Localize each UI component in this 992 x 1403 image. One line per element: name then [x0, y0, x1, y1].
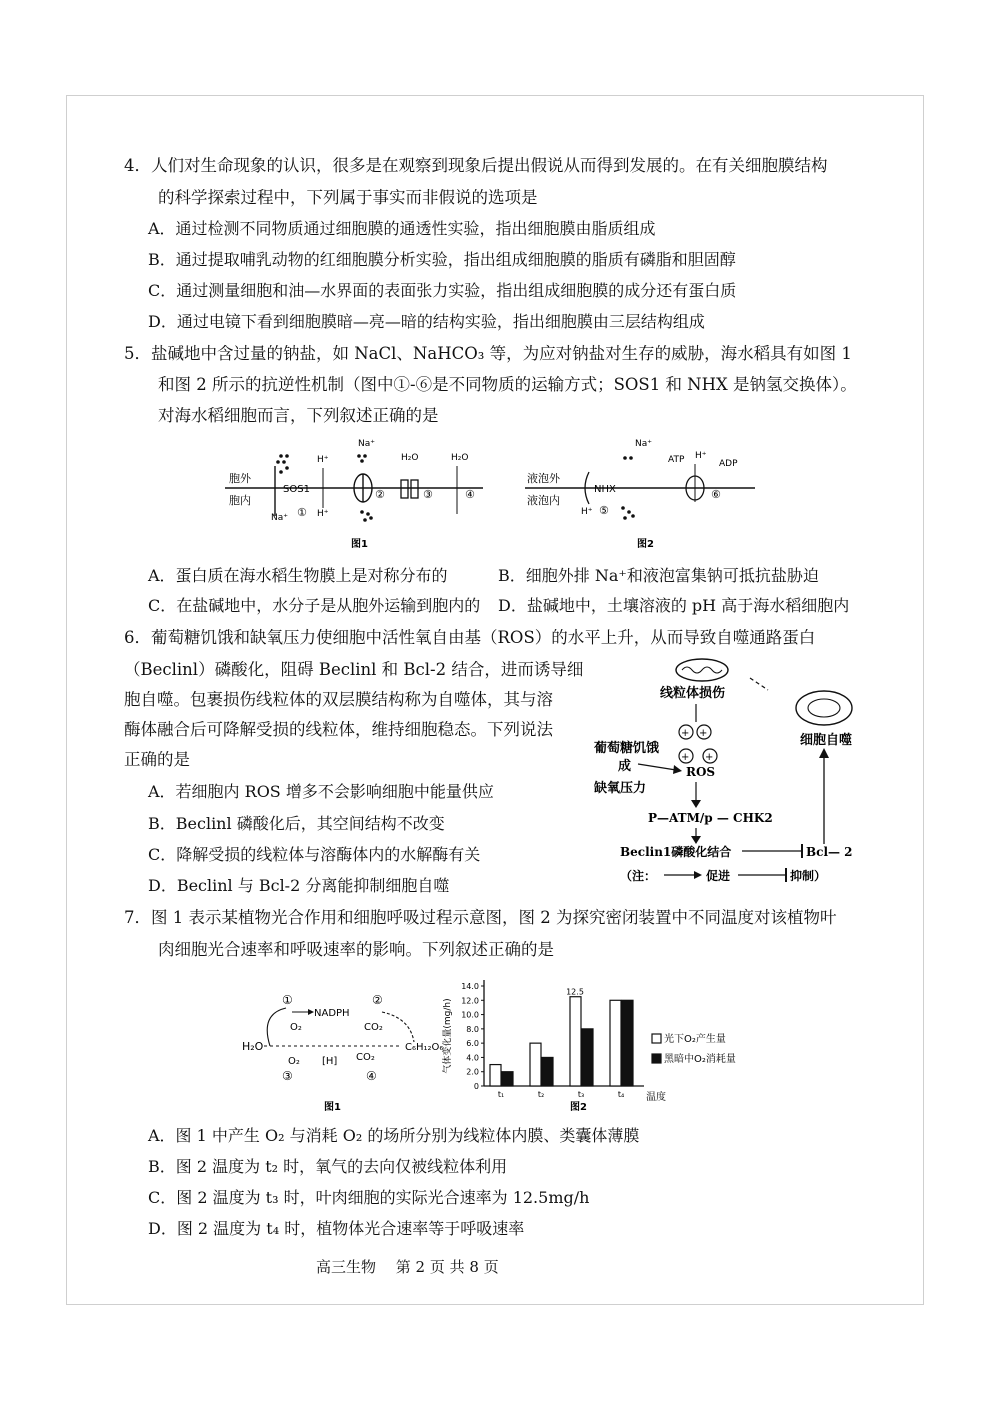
- q7-fig1-num2: ②: [372, 993, 383, 1007]
- x-tick-label: t₄: [617, 1090, 625, 1099]
- fig2-num6: ⑥: [711, 488, 721, 501]
- x-tick-label: t₂: [537, 1090, 545, 1099]
- page-footer: 高三生物 第 2 页 共 8 页: [316, 1258, 499, 1276]
- q6-stem-line5: 正确的是: [124, 750, 190, 769]
- fig1-caption: 图1: [351, 539, 368, 550]
- fig1-h2o-label-b: H₂O: [451, 453, 469, 463]
- chart-caption: 图2: [570, 1102, 587, 1113]
- fig1-num1: ①: [297, 506, 307, 519]
- bar-dark-o2-consumption: [582, 1029, 593, 1086]
- fig2-outside-label: 液泡外: [527, 472, 560, 485]
- q7-fig1-num3: ③: [282, 1069, 293, 1083]
- fig1-num3: ③: [423, 488, 433, 501]
- bar-dark-o2-consumption: [542, 1057, 553, 1086]
- fig2-atp-label: ATP: [668, 455, 685, 465]
- legend-label-light: 光下O₂产生量: [664, 1034, 726, 1045]
- legend-swatch-light: [652, 1034, 661, 1043]
- q7-fig1-h: [H]: [322, 1056, 338, 1067]
- bar-light-o2-production: [610, 1000, 621, 1086]
- q7-figure1: [240, 988, 450, 1118]
- q6-note-prefix: （注：: [620, 869, 657, 883]
- q4-stem-line1: 4．人们对生命现象的认识，很多是在观察到现象后提出假说从而得到发展的。在有关细胞膜结构: [124, 156, 828, 175]
- q5-stem-line3: 对海水稻细胞而言，下列叙述正确的是: [158, 406, 439, 425]
- q5-stem-line1: 5．盐碱地中含过量的钠盐，如 NaCl、NaHCO₃ 等，为应对钠盐对生存的威胁，海水稻具有如图 1: [124, 344, 852, 363]
- x-axis-label: 温度: [646, 1092, 666, 1103]
- q7-fig1-num1: ①: [282, 993, 293, 1007]
- q4-option-c: C．通过测量细胞和油—水界面的表面张力实验，指出组成细胞膜的成分还有蛋白质: [148, 281, 737, 300]
- y-tick-label: 2.0: [466, 1067, 479, 1077]
- q6-bcl2-label: Bcl— 2: [806, 845, 853, 859]
- q7-option-c: C．图 2 温度为 t₃ 时，叶肉细胞的实际光合速率为 12.5mg/h: [148, 1188, 590, 1207]
- fig1-num4: ④: [465, 488, 475, 501]
- q6-option-d: D．Beclinl 与 Bcl-2 分离能抑制细胞自噬: [148, 876, 450, 895]
- q7-stem-line1: 7．图 1 表示某植物光合作用和细胞呼吸过程示意图，图 2 为探究密闭装置中不同温度对该植物叶: [124, 908, 837, 927]
- q5-stem-line2: 和图 2 所示的抗逆性机制（图中①-⑥是不同物质的运输方式；SOS1 和 NHX 是钠氢交换体）。: [158, 375, 857, 394]
- q7-option-b: B．图 2 温度为 t₂ 时，氧气的去向仅被线粒体利用: [148, 1157, 508, 1176]
- q6-stem-line3: 胞自噬。包裹损伤线粒体的双层膜结构称为自噬体，其与溶: [124, 690, 553, 709]
- q6-option-b: B．Beclinl 磷酸化后，其空间结构不改变: [148, 814, 445, 833]
- q6-plus-1: +: [681, 728, 690, 739]
- fig1-outside-label: 胞外: [229, 472, 251, 485]
- q4-stem-line2: 的科学探索过程中，下列属于事实而非假说的选项是: [158, 188, 538, 207]
- q6-stem-line4: 酶体融合后可降解受损的线粒体，维持细胞稳态。下列说法: [124, 720, 553, 739]
- q7-fig1-co2a: CO₂: [364, 1022, 383, 1033]
- fig1-sos1-label: SOS1: [283, 484, 310, 495]
- q7-stem-line2: 肉细胞光合速率和呼吸速率的影响。下列叙述正确的是: [158, 940, 554, 959]
- q6-plus-3: +: [681, 752, 690, 763]
- fig1-h-label-top: H⁺: [317, 455, 329, 465]
- bar-light-o2-production: [530, 1043, 541, 1086]
- q5-option-d: D．盐碱地中，土壤溶液的 pH 高于海水稻细胞内: [498, 596, 850, 615]
- q7-option-d: D．图 2 温度为 t₄ 时，植物体光合速率等于呼吸速率: [148, 1219, 525, 1238]
- q6-option-a: A．若细胞内 ROS 增多不会影响细胞中能量供应: [148, 782, 494, 801]
- q6-atm-label: P—ATM/p — CHK2: [648, 811, 773, 825]
- legend-swatch-dark: [652, 1054, 661, 1063]
- fig1-num2: ②: [375, 488, 385, 501]
- fig2-adp-label: ADP: [719, 459, 738, 469]
- q6-or-label: 成: [618, 759, 632, 774]
- fig1-na-top-label: Na⁺: [358, 439, 375, 449]
- q6-promote-label: 促进: [706, 869, 731, 883]
- fig2-caption: 图2: [637, 539, 654, 550]
- q6-mito-label: 线粒体损伤: [660, 686, 726, 701]
- q6-inhibit-label: 抑制）: [790, 869, 827, 883]
- fig2-h-label: H⁺: [581, 507, 593, 517]
- q5-option-b: B．细胞外排 Na⁺和液泡富集钠可抵抗盐胁迫: [498, 566, 819, 585]
- q4-option-d: D．通过电镜下看到细胞膜暗—亮—暗的结构实验，指出细胞膜由三层结构组成: [148, 312, 705, 331]
- q6-plus-4: +: [705, 752, 714, 763]
- fig1-na-label: Na⁺: [271, 513, 288, 523]
- y-tick-label: 8.0: [466, 1024, 479, 1034]
- bar-dark-o2-consumption: [622, 1000, 633, 1086]
- y-axis-label: 气体变化量(mg/h): [443, 998, 453, 1074]
- fig2-nhx-label: NHX: [594, 484, 616, 495]
- q7-fig1-caption: 图1: [324, 1102, 341, 1113]
- bar-light-o2-production: [490, 1065, 501, 1086]
- q6-ros-label: ROS: [686, 765, 716, 779]
- q7-fig1-o2b: O₂: [288, 1056, 300, 1067]
- y-tick-label: 4.0: [466, 1053, 479, 1063]
- q5-option-c: C．在盐碱地中，水分子是从胞外运输到胞内的: [148, 596, 481, 615]
- y-tick-label: 0: [473, 1082, 479, 1091]
- q7-fig1-glucose: C₆H₁₂O₆: [405, 1042, 444, 1053]
- q6-stem-line2: （Beclinl）磷酸化，阻碍 Beclinl 和 Bcl-2 结合，进而诱导细: [124, 660, 584, 679]
- y-tick-label: 12.0: [461, 996, 479, 1006]
- q6-autophagy-label: 细胞自噬: [800, 733, 853, 748]
- q7-option-a: A．图 1 中产生 O₂ 与消耗 O₂ 的场所分别为线粒体内膜、类囊体薄膜: [148, 1126, 640, 1145]
- x-tick-label: t₃: [577, 1090, 585, 1099]
- fig2-h-top-label: H⁺: [695, 451, 707, 461]
- q5-figures: [225, 436, 765, 554]
- q5-option-a: A．蛋白质在海水稻生物膜上是对称分布的: [148, 566, 448, 585]
- q6-autophagy-diagram: [590, 652, 880, 892]
- q7-fig1-num4: ④: [366, 1069, 377, 1083]
- q7-fig1-nadph: NADPH: [314, 1008, 350, 1019]
- fig1-inside-label: 胞内: [229, 494, 251, 507]
- q6-stem-line1: 6．葡萄糖饥饿和缺氧压力使细胞中活性氧自由基（ROS）的水平上升，从而导致自噬通路蛋白: [124, 628, 816, 647]
- bar-annotation: 12.5: [566, 987, 584, 997]
- fig2-na-label: Na⁺: [635, 439, 652, 449]
- q7-figure2-chart: [440, 976, 760, 1116]
- q6-plus-2: +: [699, 728, 708, 739]
- q6-glucose-label: 葡萄糖饥饿: [594, 741, 660, 756]
- q6-option-c: C．降解受损的线粒体与溶酶体内的水解酶有关: [148, 845, 481, 864]
- fig1-h-label-bottom: H⁺: [317, 509, 329, 519]
- fig2-inside-label: 液泡内: [527, 494, 560, 507]
- q4-option-a: A．通过检测不同物质通过细胞膜的通透性实验，指出细胞膜由脂质组成: [148, 219, 656, 238]
- fig2-num5: ⑤: [599, 504, 609, 517]
- q4-option-b: B．通过提取哺乳动物的红细胞膜分析实验，指出组成细胞膜的脂质有磷脂和胆固醇: [148, 250, 736, 269]
- q7-fig1-co2b: CO₂: [356, 1052, 375, 1063]
- q6-hypoxia-label: 缺氧压力: [594, 781, 647, 796]
- y-tick-label: 14.0: [461, 982, 479, 991]
- bar-light-o2-production: [570, 997, 581, 1086]
- q7-fig1-h2o: H₂O: [242, 1040, 264, 1053]
- q7-fig1-o2a: O₂: [290, 1022, 302, 1033]
- x-tick-label: t₁: [497, 1090, 505, 1099]
- y-tick-label: 6.0: [466, 1039, 479, 1049]
- q6-beclin-label: Beclin1磷酸化结合: [620, 845, 732, 859]
- y-tick-label: 10.0: [461, 1010, 479, 1020]
- legend-label-dark: 黑暗中O₂消耗量: [664, 1054, 736, 1065]
- bar-dark-o2-consumption: [502, 1072, 513, 1086]
- fig1-h2o-label-a: H₂O: [401, 453, 419, 463]
